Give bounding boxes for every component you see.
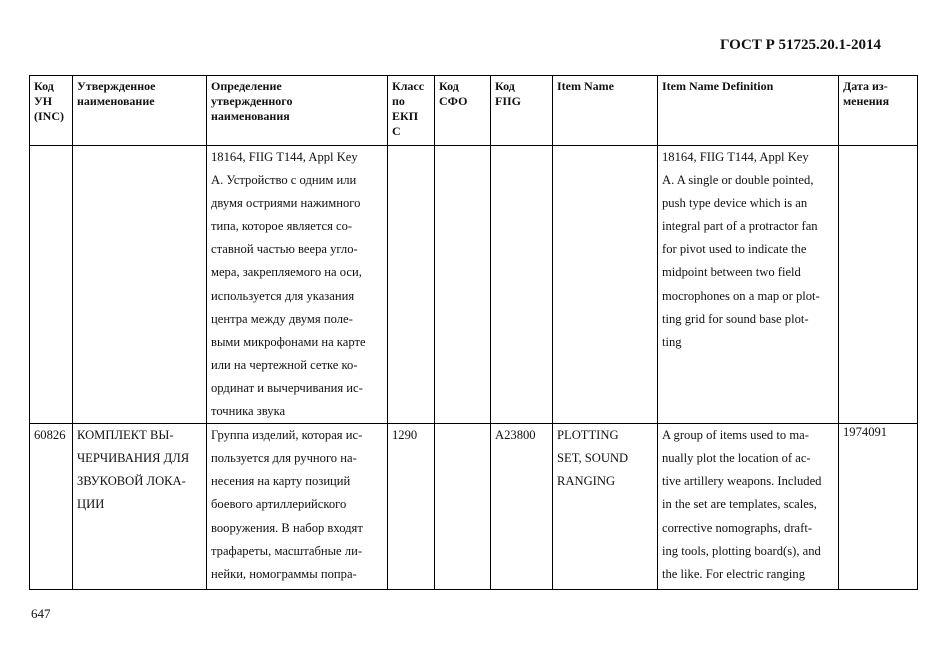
text-line: PLOTTING [557,428,619,443]
text-line: мера, закрепляемого на оси, [211,265,362,280]
text-line: ЦИИ [77,497,105,512]
cell-fiig [491,146,553,424]
cell-date [839,424,918,590]
text-line: ординат и вычерчивания ис- [211,380,363,395]
text-line: ting grid for sound base plot- [662,311,809,326]
column-header-line: (INC) [34,109,64,123]
inc-value: 60826 [34,428,66,443]
cell-inc [30,424,73,590]
column-header-line: Код [439,79,459,93]
text-line: A group of items used to ma- [662,428,809,443]
text-line: ЧЕРЧИВАНИЯ ДЛЯ [77,451,190,466]
text-line: ставной частью веера угло- [211,242,358,257]
column-header-line: по [392,94,405,108]
column-header-line: Определение [211,79,282,93]
class-value: 1290 [392,428,418,443]
column-header-line: Дата из- [843,79,888,93]
text-line: выми микрофонами на карте [211,334,366,349]
cell-sfo [435,146,491,424]
column-header-line: Item Name [557,79,614,93]
date-value: 1974091 [843,425,888,440]
text-line: используется для указания [211,288,355,303]
text-line: ting [662,334,682,349]
column-header-line: наименование [77,94,155,108]
column-header-line: УН [34,94,53,108]
text-line: пользуется для ручного на- [211,451,357,466]
text-line: трафареты, масштабные ли- [211,543,363,558]
table-row [30,146,918,424]
column-header-line: Item Name Definition [662,79,774,93]
cell-definition-en [658,146,839,424]
table-row [30,424,918,590]
text-line: mocrophones on a map or plot- [662,288,820,303]
text-line: центра между двумя поле- [211,311,353,326]
fiig-value: A23800 [495,428,536,443]
text-line: боевого артиллерийского [211,497,347,512]
text-line: ЗВУКОВОЙ ЛОКА- [77,474,186,489]
cell-sfo [435,424,491,590]
cell-class [388,424,435,590]
column-header-line: ЕКП [392,109,419,123]
text-line: push type device which is an [662,196,808,211]
text-line: integral part of a protractor fan [662,219,818,234]
cell-item-name [553,146,658,424]
column-header [207,76,388,146]
cell-definition-ru [207,424,388,590]
cell-name [73,146,207,424]
column-header-line: наименования [211,109,290,123]
column-header [658,76,839,146]
cell-date [839,146,918,424]
text-line: ing tools, plotting board(s), and [662,543,821,558]
cell-fiig [491,424,553,590]
cell-definition-ru [207,146,388,424]
text-line: for pivot used to indicate the [662,242,807,257]
column-header [435,76,491,146]
cell-class [388,146,435,424]
column-header-line: СФО [439,94,468,108]
text-line: точника звука [211,404,286,419]
column-header [388,76,435,146]
text-line: КОМПЛЕКТ ВЫ- [77,428,174,443]
text-line: corrective nomographs, draft- [662,520,813,535]
cell-inc [30,146,73,424]
text-line: RANGING [557,474,616,489]
text-line: Группа изделий, которая ис- [211,428,363,443]
text-line: the like. For electric ranging [662,566,806,581]
document-code: ГОСТ Р 51725.20.1-2014 [720,37,882,53]
column-header-line: менения [843,94,890,108]
text-line: нейки, номограммы попра- [211,566,357,581]
column-header [30,76,73,146]
column-header-line: FIIG [495,94,522,108]
column-header-line: Класс [392,79,425,93]
text-line: nually plot the location of ac- [662,451,811,466]
text-line: midpoint between two field [662,265,801,280]
column-header-line: утвержденного [211,94,293,108]
text-line: типа, которое является со- [211,219,353,234]
nomenclature-table [29,75,918,590]
column-header-line: Код [495,79,515,93]
text-line: in the set are templates, scales, [662,497,817,512]
table-header-row [30,76,918,146]
text-line: A. Устройство с одним или [211,173,357,188]
text-line: 18164, FIIG T144, Appl Key [211,150,358,164]
column-header-line: Код [34,79,54,93]
cell-definition-en [658,424,839,590]
cell-name [73,424,207,590]
text-line: 18164, FIIG T144, Appl Key [662,150,809,164]
text-line: или на чертежной сетке ко- [211,357,358,372]
text-line: несения на карту позиций [211,474,351,489]
text-line: двумя остриями нажимного [211,196,361,211]
column-header [73,76,207,146]
column-header [491,76,553,146]
column-header [553,76,658,146]
text-line: A. A single or double pointed, [662,173,814,188]
column-header-line: Утвержденное [77,79,156,93]
cell-item-name [553,424,658,590]
column-header [839,76,918,146]
column-header-line: С [392,124,401,138]
text-line: tive artillery weapons. Included [662,474,822,489]
text-line: вооружения. В набор входят [211,520,363,535]
text-line: SET, SOUND [557,451,629,466]
page-number: 647 [31,606,51,621]
